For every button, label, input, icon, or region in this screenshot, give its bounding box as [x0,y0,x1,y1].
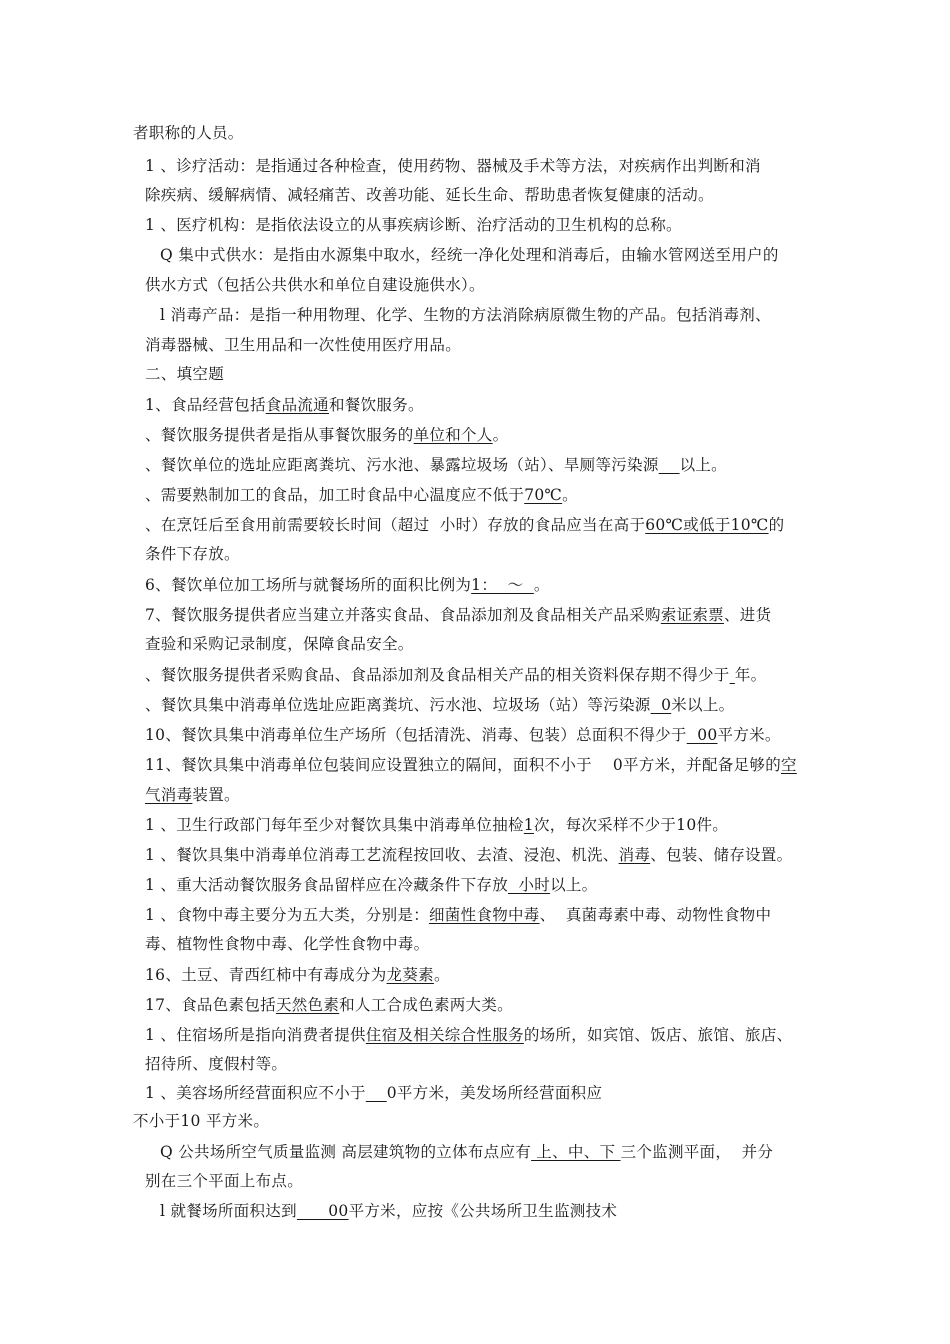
answer-blank: 1： ～ [471,576,534,594]
answer-blank: 70℃ [524,486,563,504]
fill-blank-line: 17、食品色素包括天然色素和人工合成色素两大类。 [145,996,513,1014]
answer-blank: 索证索票 [660,606,724,624]
answer-blank: 住宿及相关综合性服务 [365,1026,524,1044]
fill-blank-line: 1 、食物中毒主要分为五大类，分别是：细菌性食物中毒、 真菌毒素中毒、动物性食物中 [145,906,772,924]
answer-blank: 空 [781,756,797,774]
fill-blank-line: 1 、重大活动餐饮服务食品留样应在冷藏条件下存放 小时以上。 [145,876,598,894]
answer-blank: 消毒 [618,846,651,864]
text-line: 毒、植物性食物中毒、化学性食物中毒。 [145,935,430,953]
answer-blank [659,456,680,474]
text-line: 除疾病、缓解病情、减轻痛苦、改善功能、延长生命、帮助患者恢复健康的活动。 [145,186,714,204]
answer-blank: 天然色素 [275,996,340,1014]
text-line: 者职称的人员。 [133,124,244,142]
text-line: 供水方式（包括公共供水和单位自建设施供水）。 [145,276,485,294]
fill-blank-line: 、餐饮单位的选址应距离粪坑、污水池、暴露垃圾场（站）、旱厕等污染源 以上。 [145,456,727,474]
fill-blank-line: 6、餐饮单位加工场所与就餐场所的面积比例为1： ～ 。 [145,576,550,594]
fill-blank-line: 1 、卫生行政部门每年至少对餐饮具集中消毒单位抽检1次，每次采样不少于10件。 [145,816,729,834]
answer-blank: 气消毒 [145,786,193,804]
fill-blank-line: 10、餐饮具集中消毒单位生产场所（包括清洗、消毒、包装）总面积不得少于 00平方米。 [145,726,781,744]
text-line: Q 集中式供水：是指由水源集中取水，经统一净化处理和消毒后，由输水管网送至用户的 [160,246,779,264]
fill-blank-line: l 就餐场所面积达到 00平方米，应按《公共场所卫生监测技术 [160,1202,618,1220]
fill-blank-line: 气消毒装置。 [145,786,240,804]
text-line: 不小于10 平方米。 [133,1112,270,1130]
text-line: 条件下存放。 [145,545,240,563]
text-line: 别在三个平面上布点。 [145,1172,304,1190]
text-line: 1 、医疗机构：是指依法设立的从事疾病诊断、治疗活动的卫生机构的总称。 [145,216,682,234]
answer-blank: 细菌性食物中毒 [429,906,540,924]
answer-blank: 0 [650,696,672,714]
section-heading: 二、填空题 [145,365,225,383]
fill-blank-line: 11、餐饮具集中消毒单位包装间应设置独立的隔间，面积不小于 0平方米，并配备足够的空 [145,756,797,774]
fill-blank-line: 、餐饮服务提供者采购食品、食品添加剂及食品相关产品的相关资料保存期不得少于 年。 [145,666,767,684]
answer-blank: 龙葵素 [386,966,434,984]
answer-blank: 00 [686,726,718,744]
answer-blank [366,1084,387,1102]
text-line: l 消毒产品：是指一种用物理、化学、生物的方法消除病原微生物的产品。包括消毒剂、 [160,306,771,324]
text-line: 1 、诊疗活动：是指通过各种检查，使用药物、器械及手术等方法，对疾病作出判断和消 [145,157,761,175]
text-line: 消毒器械、卫生用品和一次性使用医疗用品。 [145,336,462,354]
fill-blank-line: 1 、住宿场所是指向消费者提供住宿及相关综合性服务的场所，如宾馆、饭店、旅馆、旅店、 [145,1026,793,1044]
answer-blank: 上、中、下 [531,1143,621,1161]
answer-blank: 1 [523,816,534,834]
fill-blank-line: 7、餐饮服务提供者应当建立并落实食品、食品添加剂及食品相关产品采购索证索票、进货 [145,606,772,624]
text-line: 招待所、度假村等。 [145,1055,288,1073]
fill-blank-line: Q 公共场所空气质量监测 高层建筑物的立体布点应有 上、中、下 三个监测平面， 并分 [160,1143,774,1161]
fill-blank-line: 、餐饮服务提供者是指从事餐饮服务的单位和个人。 [145,426,509,444]
fill-blank-line: 1 、餐饮具集中消毒单位消毒工艺流程按回收、去渣、浸泡、机洗、消毒、包装、储存设置。 [145,846,793,864]
fill-blank-line: 、在烹饪后至食用前需要较长时间（超过 小时）存放的食品应当在高于60℃或低于10℃的 [145,516,785,534]
answer-blank: 食品流通 [265,396,329,414]
fill-blank-line: 、餐饮具集中消毒单位选址应距离粪坑、污水池、垃圾场（站）等污染源 0米以上。 [145,696,735,714]
answer-blank: 00 [296,1202,349,1220]
fill-blank-line: 、需要熟制加工的食品，加工时食品中心温度应不低于70℃。 [145,486,578,504]
fill-blank-line: 1、食品经营包括食品流通和餐饮服务。 [145,396,424,414]
answer-blank: 60℃或低于10℃ [645,516,769,534]
text-line: 查验和采购记录制度，保障食品安全。 [145,635,414,653]
fill-blank-line: 16、土豆、青西红柿中有毒成分为龙葵素。 [145,966,450,984]
fill-blank-line: 1 、美容场所经营面积应不小于 0平方米，美发场所经营面积应 [145,1084,603,1102]
answer-blank: 小时 [508,876,551,894]
answer-blank: 单位和个人 [413,426,493,444]
